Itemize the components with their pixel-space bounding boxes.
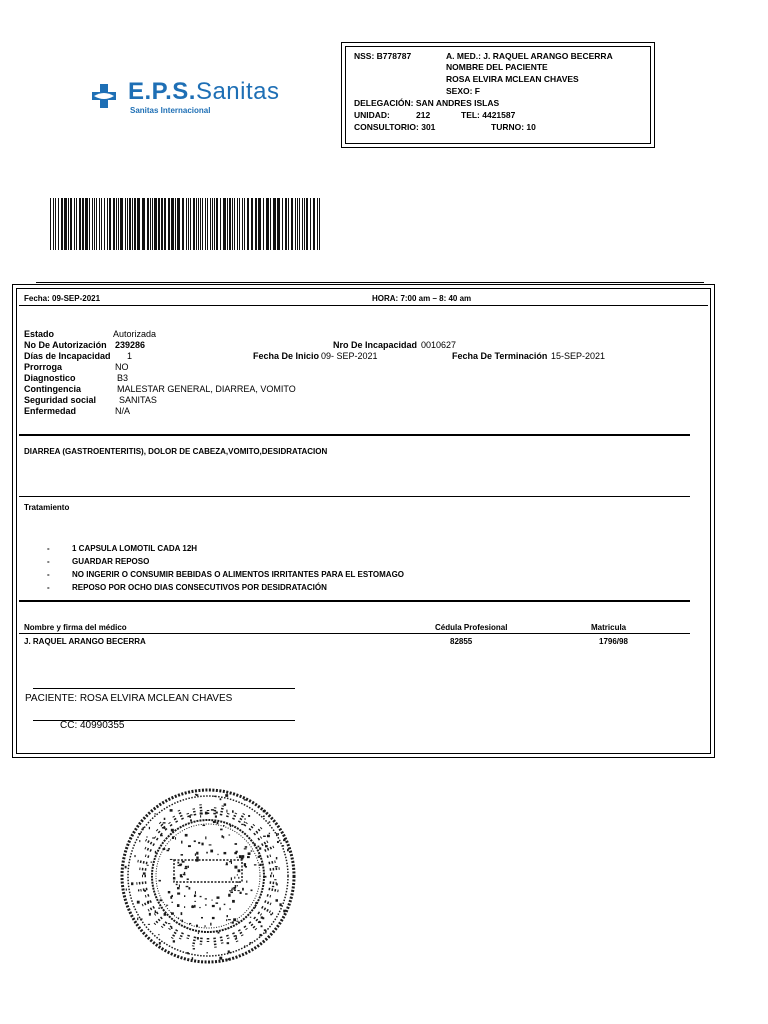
diagnosis-text: DIARREA (GASTROENTERITIS), DOLOR DE CABEZA,VOMITO,DESIDRATACION <box>24 447 328 456</box>
doctor-header-rule <box>19 633 690 634</box>
prorroga-value: NO <box>115 362 129 372</box>
logo-tagline: Sanitas Internacional <box>130 106 211 115</box>
logo-sanitas: Sanitas <box>195 78 280 105</box>
bullet: - <box>47 583 50 592</box>
paciente-label: PACIENTE: ROSA ELVIRA MCLEAN CHAVES <box>25 693 233 704</box>
diagnosis-rule <box>19 496 690 497</box>
inicio-label: Fecha De Inicio <box>253 351 320 361</box>
tratamiento-item: 1 CAPSULA LOMOTIL CADA 12H <box>72 544 198 553</box>
inicio-value: 09- SEP-2021 <box>321 351 378 361</box>
date-rule <box>19 305 708 306</box>
matricula-header: Matricula <box>591 623 627 632</box>
tratamiento-item: GUARDAR REPOSO <box>72 557 150 566</box>
medico-name: J. RAQUEL ARANGO BECERRA <box>24 637 146 646</box>
medico-text: A. MED.: J. RAQUEL ARANGO BECERRA <box>446 51 613 61</box>
consultorio-text: CONSULTORIO: 301 <box>354 122 436 132</box>
bullet: - <box>47 544 50 553</box>
contingencia-value: MALESTAR GENERAL, DIARREA, VOMITO <box>117 384 296 394</box>
estado-value: Autorizada <box>113 329 157 339</box>
unidad-value: 212 <box>416 110 431 120</box>
turno-text: TURNO: 10 <box>491 122 536 132</box>
terminacion-value: 15-SEP-2021 <box>551 351 606 361</box>
dias-value: 1 <box>127 351 133 361</box>
fecha-text: Fecha: 09-SEP-2021 <box>24 294 101 303</box>
incapacidad-value: 0010627 <box>421 340 457 350</box>
logo-eps: E.P.S. <box>128 78 196 105</box>
diagnostico-value: B3 <box>117 373 129 383</box>
treatment-rule <box>19 600 690 602</box>
cedula-value: 82855 <box>450 637 473 646</box>
patient-header-box <box>341 42 655 148</box>
sanitas-cross-logo-icon <box>90 82 118 110</box>
bullet: - <box>47 570 50 579</box>
cc-text: CC: 40990355 <box>60 720 125 731</box>
patient-header-inner <box>345 46 651 144</box>
sexo-text: SEXO: F <box>446 86 481 96</box>
delegacion-text: DELEGACIÓN: SAN ANDRES ISLAS <box>354 98 500 108</box>
nss-text: NSS: B778787 <box>354 51 412 61</box>
incapacity-frame-inner <box>16 288 711 754</box>
bullet: - <box>47 557 50 566</box>
contingencia-label: Contingencia <box>24 384 82 394</box>
tratamiento-item: REPOSO POR OCHO DIAS CONSECUTIVOS POR DESIDRATACIÓN <box>72 583 327 592</box>
enfermedad-label: Enfermedad <box>24 406 77 416</box>
autorizacion-label: No De Autorización <box>24 340 107 350</box>
top-rule <box>36 282 704 283</box>
tratamiento-title: Tratamiento <box>24 503 70 512</box>
incapacidad-label: Nro De Incapacidad <box>333 340 418 350</box>
autorizacion-value: 239286 <box>115 340 146 350</box>
incapacity-frame <box>12 284 715 758</box>
unidad-label: UNIDAD: <box>354 110 390 120</box>
hora-text: HORA: 7:00 am – 8: 40 am <box>372 294 472 303</box>
paciente-name: ROSA ELVIRA MCLEAN CHAVES <box>446 74 579 84</box>
cedula-header: Cédula Profesional <box>435 623 508 632</box>
prorroga-label: Prorroga <box>24 362 63 372</box>
eps-sanitas-logo <box>90 78 290 128</box>
patient-signature-line <box>33 688 295 689</box>
tel-text: TEL: 4421587 <box>461 110 516 120</box>
logo-wordmark <box>128 78 280 106</box>
diagnostico-label: Diagnostico <box>24 373 76 383</box>
seguridad-label: Seguridad social <box>24 395 97 405</box>
barcode-image <box>50 198 322 250</box>
dias-label: Días de Incapacidad <box>24 351 111 361</box>
nombre-paciente-label: NOMBRE DEL PACIENTE <box>446 62 548 72</box>
medico-name-header: Nombre y firma del médico <box>24 623 127 632</box>
seguridad-value: SANITAS <box>119 395 157 405</box>
matricula-value: 1796/98 <box>599 637 628 646</box>
enfermedad-value: N/A <box>115 406 131 416</box>
tratamiento-item: NO INGERIR O CONSUMIR BEBIDAS O ALIMENTOS IRRITANTES PARA EL ESTOMAGO <box>72 570 405 579</box>
estado-label: Estado <box>24 329 55 339</box>
official-seal-stamp <box>116 784 300 968</box>
terminacion-label: Fecha De Terminación <box>452 351 548 361</box>
details-rule <box>19 434 690 436</box>
